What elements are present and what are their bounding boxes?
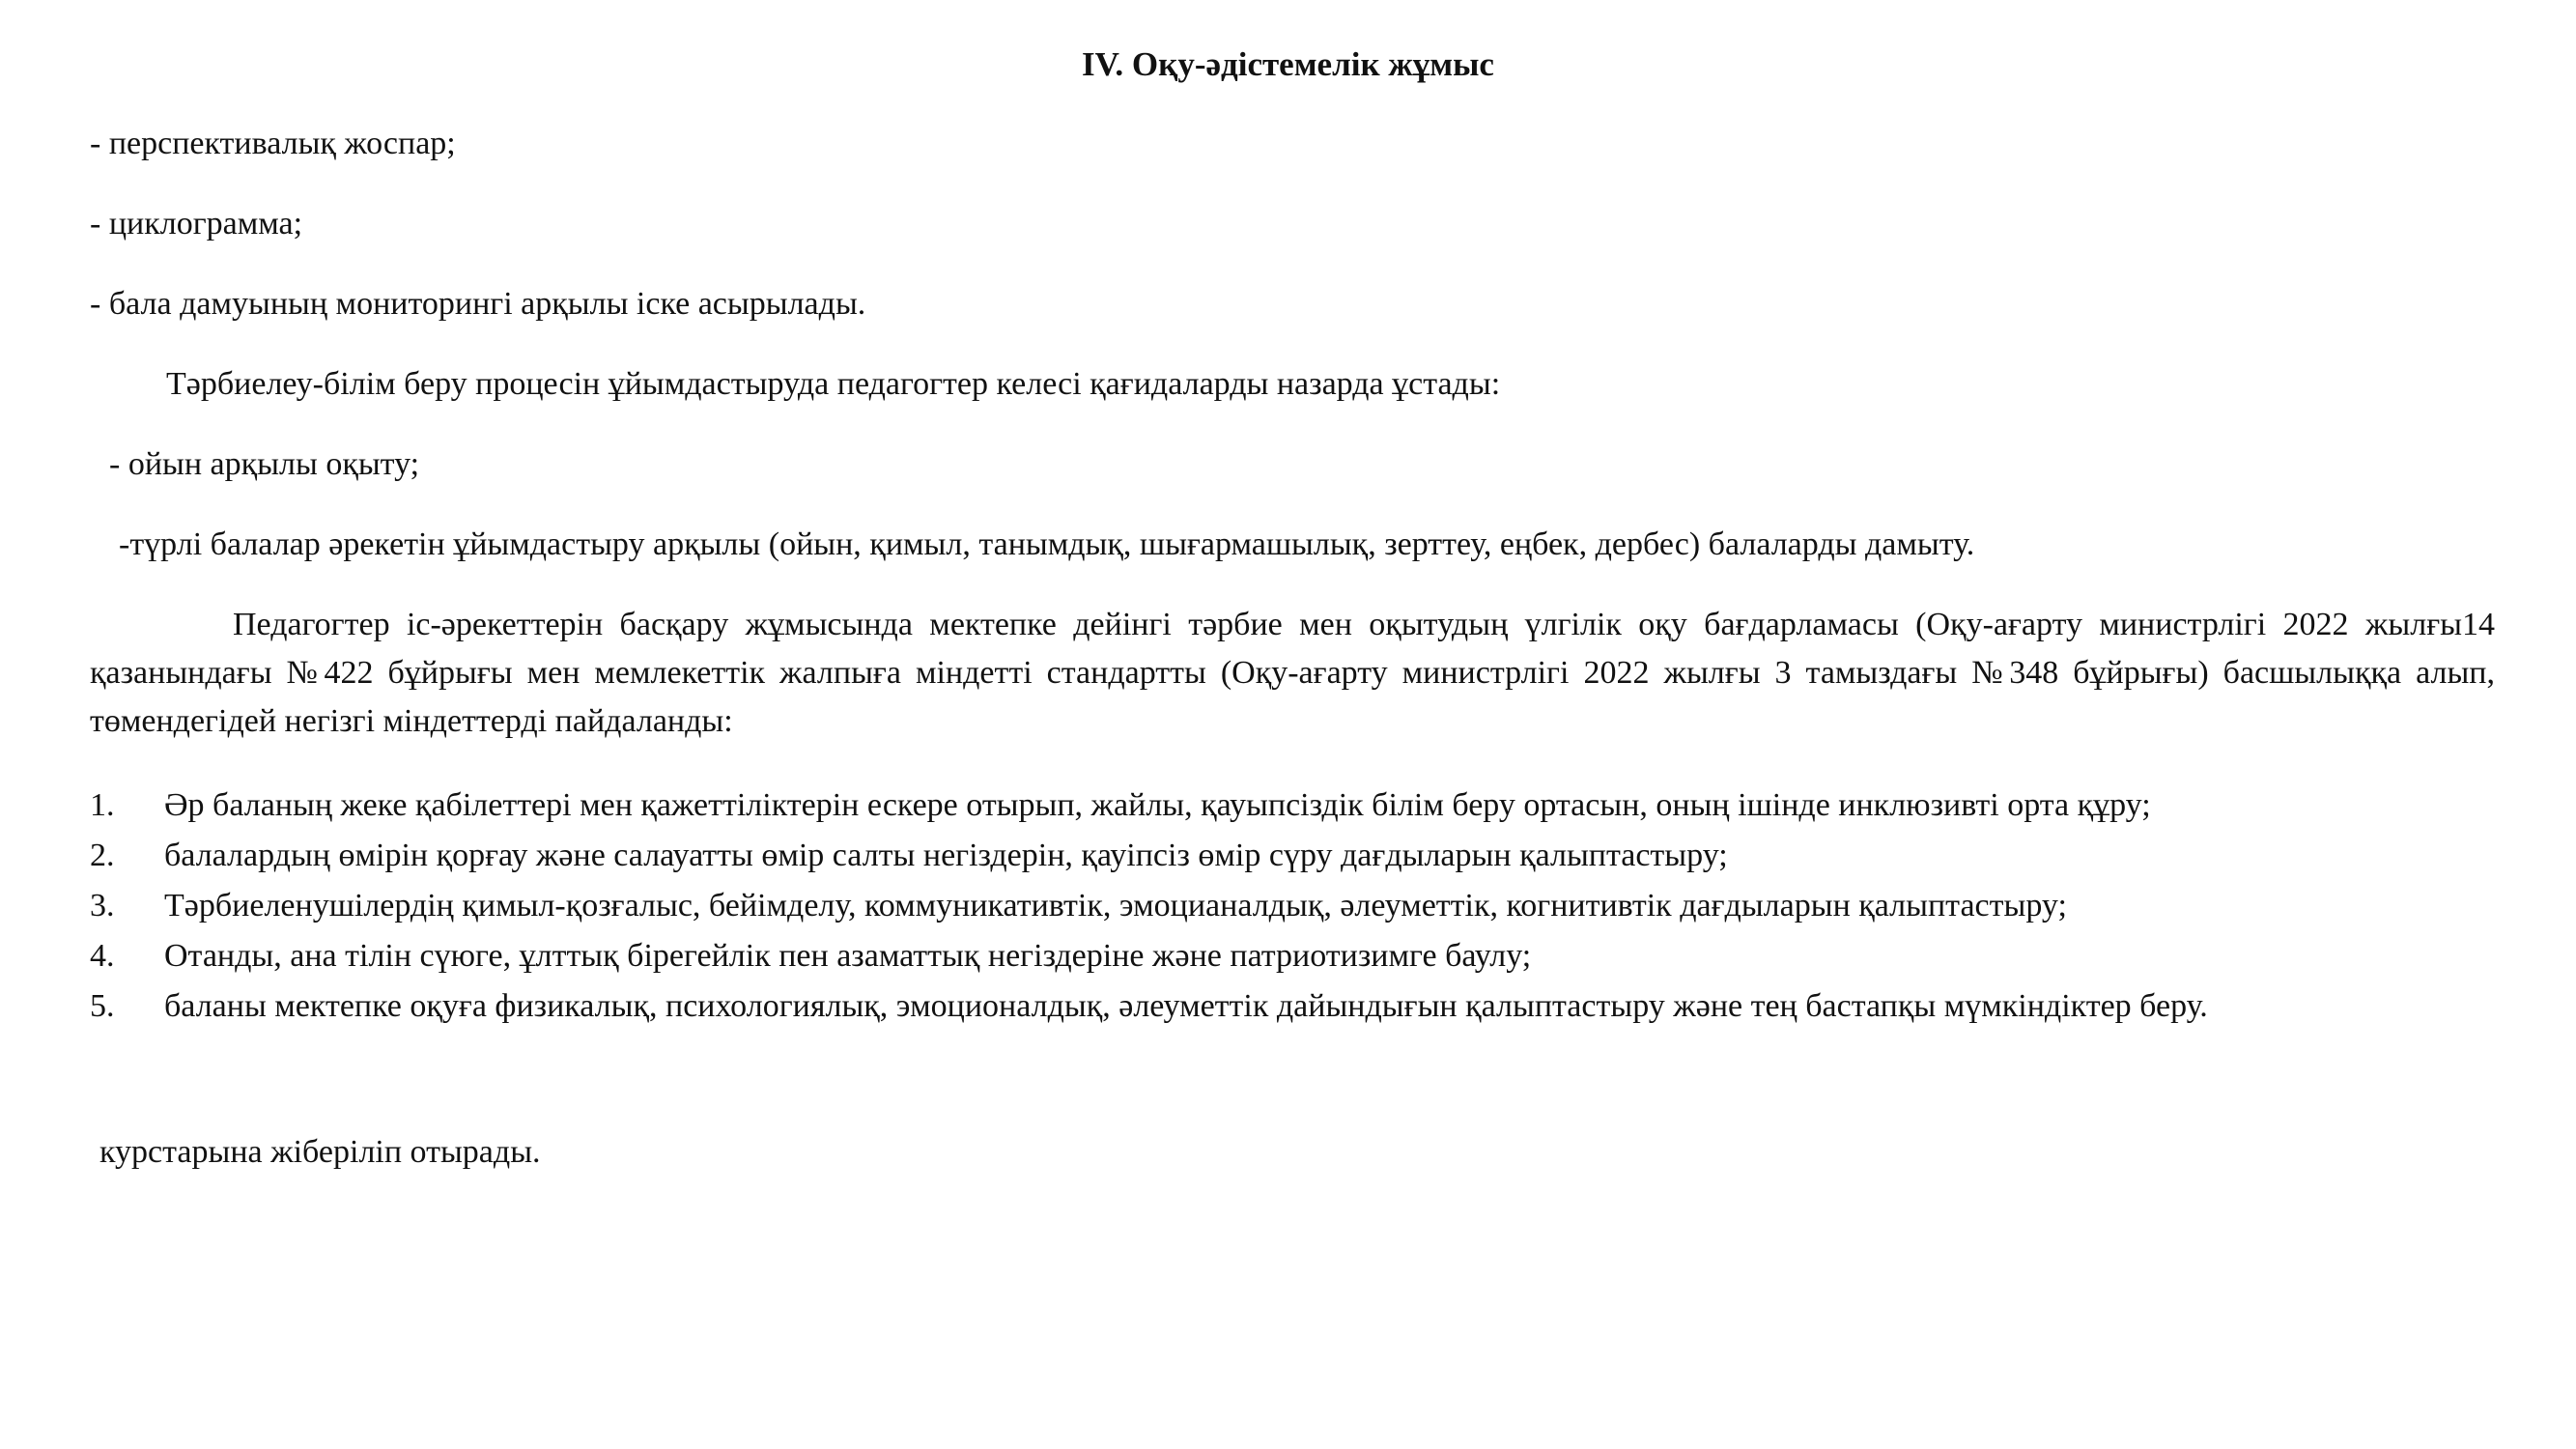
list-item-number: 3. — [90, 888, 115, 923]
list-item — [90, 981, 2505, 1032]
list-item-number: 4. — [90, 938, 115, 974]
list-item-text: Тәрбиеленушілердің қимыл-қозғалыс, бейімделу, коммуникативтік, эмоцианалдық, әлеуметтік, когнитивтік дағдыларын қалыптастыру; — [164, 888, 2067, 923]
principle-activities: -түрлі балалар әрекетін ұйымдастыру арқылы (ойын, қимыл, танымдық, шығармашылық, зерттеу, еңбек, дербес) балаларды дамыту. — [119, 526, 1975, 562]
list-item-text: баланы мектепке оқуға физикалық, психологиялық, эмоционалдық, әлеуметтік дайындығын қалыптастыру және тең бастапқы мүмкіндіктер беру. — [164, 988, 2208, 1024]
line-cyclogram: - циклограмма; — [90, 206, 303, 242]
list-item-number: 1. — [90, 787, 115, 823]
intro-sentence: Тәрбиелеу-білім беру процесін ұйымдастыруда педагогтер келесі қағидаларды назарда ұстады: — [166, 366, 1501, 402]
list-item-text: балалардың өмірін қорғау және салауатты өмір салты негіздерін, қауіпсіз өмір сүру дағдыларын қалыптастыру; — [164, 838, 1728, 873]
list-item — [90, 881, 2505, 931]
list-item-text: Әр баланың жеке қабілеттері мен қажеттіліктерін ескере отырып, жайлы, қауыпсіздік білім беру ортасын, оның ішінде инклюзивті орта құру; — [164, 787, 2151, 823]
main-paragraph: Педагогтер іс-әрекеттерін басқару жұмысында мектепке дейінгі тәрбие мен оқытудың үлгілік оқу бағдарламасы (Оқу-ағарту министрлігі 2022 жылғы14 қазанындағы №422 бұйрығы мен мемлекеттік жалпыға міндетті стандартты (Оқу-ағарту министрлігі 2022 жылғы 3 тамыздағы №348 бұйрығы) басшылыққа алып, төмендегідей негізгі міндеттерді пайдаланды: — [90, 607, 2495, 739]
list-item — [90, 781, 2505, 831]
list-item-number: 2. — [90, 838, 115, 873]
line-monitoring: - бала дамуының мониторингі арқылы іске асырылады. — [90, 286, 866, 322]
line-perspective-plan: - перспективалық жоспар; — [90, 126, 456, 161]
tasks-list — [90, 781, 2505, 1032]
page-title: IV. Оқу-әдістемелік жұмыс — [1082, 45, 1494, 83]
list-item — [90, 931, 2505, 981]
list-item — [90, 831, 2505, 881]
closing-line: курстарына жіберіліп отырады. — [99, 1134, 541, 1170]
list-item-text: Отанды, ана тілін сүюге, ұлттық бірегейлік пен азаматтық негіздеріне және патриотизимге баулу; — [164, 938, 1532, 974]
principle-play: - ойын арқылы оқыту; — [109, 446, 420, 482]
list-item-number: 5. — [90, 988, 115, 1024]
